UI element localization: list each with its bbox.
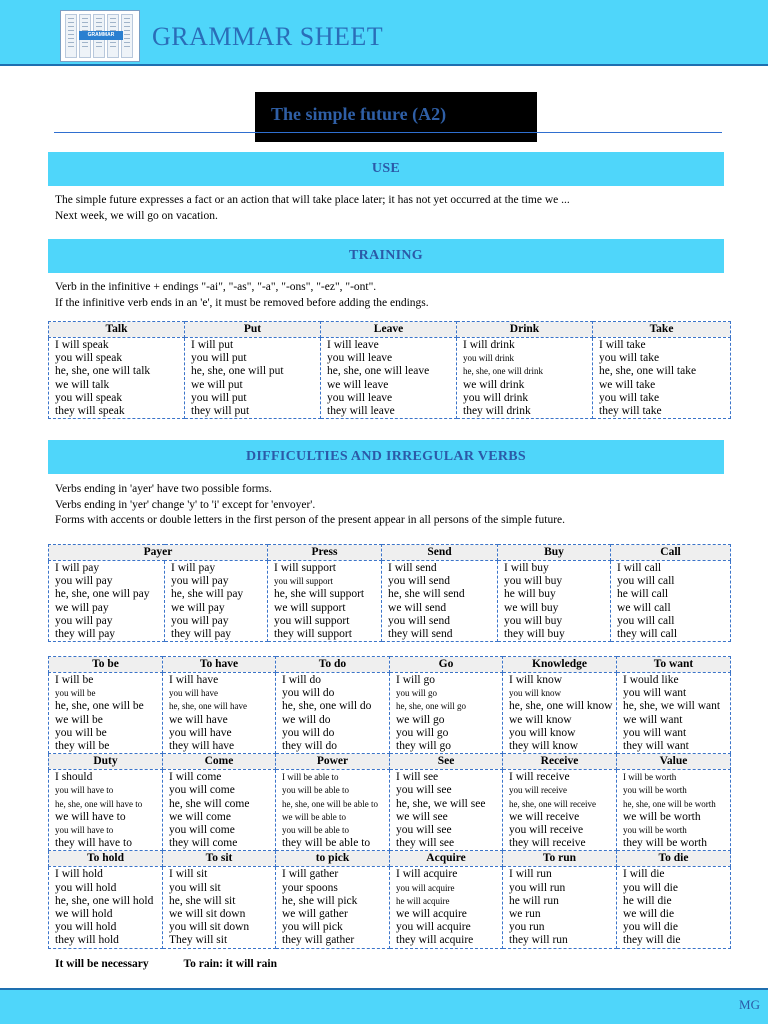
conjugation-form: I will pay (171, 562, 216, 574)
conjugation-form: we will come (169, 810, 231, 823)
conjugation-form: we will be able to (282, 811, 346, 822)
conjugation-cell (611, 561, 731, 642)
conjugation-form: they will see (396, 837, 455, 850)
conjugation-form: you will have to (55, 785, 114, 796)
column-header: To want (617, 657, 731, 673)
conjugation-form: you will have to (55, 825, 114, 836)
column-header: Talk (49, 322, 185, 338)
conjugation-form: you will sit (169, 881, 221, 894)
column-header: Value (617, 754, 731, 770)
conjugation-form: I will be (55, 674, 94, 686)
conjugation-form: he will die (623, 894, 672, 907)
conjugation-form: we will acquire (396, 908, 467, 921)
conjugation-form: you will drink (463, 353, 514, 364)
column-header: To do (276, 657, 390, 673)
table-header-row (49, 545, 731, 561)
conjugation-form: you will do (282, 726, 335, 739)
conjugation-form: you will acquire (396, 882, 455, 893)
table-header-row (49, 322, 731, 338)
conjugation-form: you will want (623, 726, 687, 739)
conjugation-form: we run (509, 908, 541, 921)
top-banner (0, 0, 768, 66)
conjugation-form: he, she, one will talk (55, 365, 151, 378)
conjugation-cell (503, 673, 617, 754)
conjugation-form: you will call (617, 614, 675, 627)
conjugation-form: you will want (623, 687, 687, 700)
conjugation-form: they will take (599, 405, 662, 418)
conjugation-form: they will pay (55, 628, 116, 641)
conjugation-form: we will support (274, 601, 346, 614)
conjugation-form: he will run (509, 894, 559, 907)
column-header: To sit (163, 851, 276, 867)
page-title: GRAMMAR SHEET (152, 22, 384, 51)
column-header: Go (390, 657, 503, 673)
conjugation-form: I will have (169, 674, 219, 686)
conjugation-form: I will be worth (623, 772, 677, 783)
regular-verbs-table (48, 321, 731, 419)
conjugation-form: you will come (169, 784, 235, 797)
conjugation-form: you will take (599, 352, 660, 365)
conjugation-form: they will put (191, 405, 250, 418)
column-header: Knowledge (503, 657, 617, 673)
conjugation-cell (321, 338, 457, 419)
conjugation-form: they will hold (55, 934, 119, 947)
conjugation-cell (390, 770, 503, 851)
conjugation-form: he, she will support (274, 588, 365, 601)
difficulty-rule-line: Verbs ending in 'yer' change 'y' to 'i' except for 'envoyer'. (55, 498, 316, 511)
conjugation-form: I would like (623, 674, 679, 686)
conjugation-form: you will be (55, 726, 107, 739)
conjugation-cell (503, 867, 617, 948)
conjugation-form: he, she will send (388, 588, 465, 601)
conjugation-form: he, she, one will pay (55, 588, 150, 601)
conjugation-form: you will do (282, 687, 335, 700)
conjugation-form: he, she, one will have to (55, 798, 143, 809)
difficulty-rule-line: Forms with accents or double letters in the first person of the present appear in all persons of the simple future. (55, 514, 566, 526)
conjugation-form: they will be worth (623, 837, 707, 850)
conjugation-form: we will do (282, 713, 331, 726)
section-header-training: TRAINING (48, 239, 724, 273)
conjugation-form: they will want (623, 740, 689, 753)
conjugation-form: I will go (396, 674, 435, 686)
conjugation-form: we will have to (55, 810, 126, 823)
conjugation-form: he will acquire (396, 895, 450, 906)
conjugation-cell (268, 561, 382, 642)
conjugation-form: you will send (388, 614, 450, 627)
extra-notes (55, 958, 277, 970)
conjugation-form: you will die (623, 921, 678, 934)
column-header: Drink (457, 322, 593, 338)
conjugation-form: you will drink (463, 391, 529, 404)
conjugation-form: you will put (191, 391, 247, 404)
conjugation-form: you will receive (509, 824, 584, 837)
column-header: See (390, 754, 503, 770)
conjugation-cell (276, 770, 390, 851)
conjugation-form: they will die (623, 934, 681, 947)
table-row (49, 338, 731, 419)
conjugation-form: we will drink (463, 378, 525, 391)
conjugation-form: you will put (191, 352, 247, 365)
conjugation-form: we will be (55, 713, 103, 726)
conjugation-form: I will leave (327, 339, 379, 351)
conjugation-form: he will call (617, 588, 669, 601)
conjugation-form: they will know (509, 740, 578, 753)
conjugation-cell (617, 867, 731, 948)
conjugation-form: I will be able to (282, 772, 339, 783)
conjugation-cell (49, 338, 185, 419)
conjugation-form: they will gather (282, 934, 355, 947)
conjugation-form: they will have to (55, 837, 132, 850)
conjugation-form: you will support (274, 614, 350, 627)
conjugation-form: you will have (169, 688, 218, 699)
conjugation-form: you will be (55, 688, 96, 699)
conjugation-form: we will receive (509, 810, 580, 823)
conjugation-form: you will buy (504, 575, 563, 588)
conjugation-form: he, she, one will hold (55, 894, 154, 907)
conjugation-cell (163, 673, 276, 754)
conjugation-form: you will be worth (623, 785, 687, 796)
note-item: To rain: it will rain (183, 958, 277, 970)
conjugation-form: we will have (169, 713, 228, 726)
conjugation-form: he, she, one will take (599, 365, 697, 378)
conjugation-form: I will support (274, 562, 336, 574)
conjugation-cell (49, 673, 163, 754)
conjugation-form: we will see (396, 810, 448, 823)
conjugation-cell (382, 561, 498, 642)
conjugation-form: he, she, one will be (55, 700, 144, 713)
conjugation-form: they will support (274, 628, 352, 641)
conjugation-cell (49, 867, 163, 948)
conjugation-form: you will hold (55, 921, 117, 934)
conjugation-cell (165, 561, 268, 642)
conjugation-form: they will run (509, 934, 568, 947)
conjugation-form: we will leave (327, 378, 389, 391)
conjugation-form: he, she, we will see (396, 797, 486, 810)
conjugation-form: I should (55, 771, 93, 784)
conjugation-form: we will be worth (623, 810, 701, 823)
conjugation-form: you will be able to (282, 785, 349, 796)
conjugation-form: he, she, one will know (509, 700, 613, 713)
conjugation-form: he, she, one will be worth (623, 798, 716, 809)
conjugation-cell (390, 867, 503, 948)
conjugation-form: you will pay (171, 575, 229, 588)
conjugation-form: he, she will pick (282, 894, 358, 907)
conjugation-form: you will buy (504, 614, 563, 627)
conjugation-form: I will receive (509, 771, 570, 784)
conjugation-form: we will pay (55, 601, 109, 614)
use-example-line: Next week, we will go on vacation. (55, 209, 218, 222)
logo-label: GRAMMAR (79, 31, 123, 40)
conjugation-form: you will be able to (282, 825, 349, 836)
conjugation-form: you will pick (282, 921, 343, 934)
conjugation-form: we will take (599, 378, 656, 391)
column-header: Press (268, 545, 382, 561)
training-explanation (55, 280, 723, 311)
conjugation-form: he, she, one will drink (463, 366, 543, 377)
conjugation-form: we will gather (282, 908, 348, 921)
conjugation-form: you will run (509, 881, 566, 894)
conjugation-cell (617, 673, 731, 754)
conjugation-form: you will go (396, 726, 449, 739)
conjugation-form: they will have (169, 740, 235, 753)
column-header: Take (593, 322, 731, 338)
conjugation-form: he, she, one will have (169, 701, 247, 712)
conjugation-cell (49, 770, 163, 851)
conjugation-form: you will acquire (396, 921, 471, 934)
conjugation-form: I will send (388, 562, 437, 574)
use-text-line: The simple future expresses a fact or an action that will take place later; it has not yet occurred at the time we ... (55, 194, 570, 206)
conjugation-form: he, she, one will go (396, 701, 466, 712)
conjugation-form: I will call (617, 562, 662, 574)
conjugation-form: your spoons (282, 881, 338, 894)
training-rule-line: If the infinitive verb ends in an 'e', it must be removed before adding the endings. (55, 296, 429, 309)
note-item: It will be necessary (55, 958, 149, 970)
conjugation-form: you will come (169, 824, 235, 837)
conjugation-form: he, she will pay (171, 588, 244, 601)
conjugation-form: they will come (169, 837, 238, 850)
conjugation-form: you will pay (55, 575, 113, 588)
conjugation-cell (503, 770, 617, 851)
conjugation-form: you will support (274, 576, 334, 587)
conjugation-cell (498, 561, 611, 642)
conjugation-form: you will know (509, 688, 562, 699)
table-row (49, 770, 731, 851)
conjugation-form: you will leave (327, 391, 393, 404)
conjugation-form: they will do (282, 740, 337, 753)
table-row (49, 867, 731, 948)
conjugation-form: you will know (509, 726, 576, 739)
conjugation-form: you will have (169, 726, 232, 739)
section-header-use: USE (48, 152, 724, 186)
title-divider (54, 132, 722, 133)
column-header: Acquire (390, 851, 503, 867)
conjugation-form: they will receive (509, 837, 586, 850)
conjugation-form: I will pay (55, 562, 100, 574)
conjugation-form: you run (509, 921, 545, 934)
column-header: Leave (321, 322, 457, 338)
irregular-verbs-table (48, 656, 731, 949)
conjugation-form: They will sit (169, 934, 228, 947)
conjugation-form: I will sit (169, 868, 208, 881)
conjugation-form: he, she, one will do (282, 700, 372, 713)
difficulties-explanation (55, 482, 723, 529)
column-header: Buy (498, 545, 611, 561)
conjugation-form: he, she, one will receive (509, 798, 596, 809)
difficulty-rule-line: Verbs ending in 'ayer' have two possible forms. (55, 483, 272, 495)
conjugation-form: we will die (623, 908, 675, 921)
conjugation-cell (276, 867, 390, 948)
table-header-row (49, 851, 731, 867)
conjugation-cell (593, 338, 731, 419)
conjugation-form: you will speak (55, 391, 123, 404)
conjugation-form: we will sit down (169, 908, 246, 921)
conjugation-form: you will be worth (623, 825, 687, 836)
column-header: To run (503, 851, 617, 867)
conjugation-form: we will know (509, 713, 572, 726)
conjugation-form: they will be (55, 740, 110, 753)
conjugation-form: they will go (396, 740, 451, 753)
conjugation-form: he, she, one will put (191, 365, 284, 378)
column-header: To have (163, 657, 276, 673)
conjugation-form: you will leave (327, 352, 393, 365)
column-header: Put (185, 322, 321, 338)
conjugation-form: they will be able to (282, 837, 371, 850)
conjugation-form: I will die (623, 868, 665, 881)
section-header-difficulties: DIFFICULTIES AND IRREGULAR VERBS (48, 440, 724, 474)
conjugation-cell (390, 673, 503, 754)
conjugation-cell (457, 338, 593, 419)
conjugation-cell (163, 770, 276, 851)
conjugation-form: I will see (396, 771, 439, 784)
conjugation-form: we will put (191, 378, 243, 391)
column-header: Send (382, 545, 498, 561)
conjugation-form: I will acquire (396, 868, 458, 881)
conjugation-form: he, she, one will be able to (282, 798, 378, 809)
conjugation-form: you will pay (171, 614, 229, 627)
conjugation-form: we will hold (55, 908, 113, 921)
column-header: to pick (276, 851, 390, 867)
conjugation-cell (276, 673, 390, 754)
conjugation-form: he, she will come (169, 797, 250, 810)
conjugation-form: I will gather (282, 868, 339, 881)
table-row (49, 673, 731, 754)
conjugation-cell (185, 338, 321, 419)
conjugation-form: we will talk (55, 378, 110, 391)
conjugation-form: they will drink (463, 405, 531, 418)
conjugation-form: you will die (623, 881, 678, 894)
column-header: Power (276, 754, 390, 770)
conjugation-form: I will buy (504, 562, 549, 574)
conjugation-form: you will sit down (169, 921, 250, 934)
conjugation-form: he, she will sit (169, 894, 236, 907)
special-verbs-table (48, 544, 731, 642)
conjugation-form: we will go (396, 713, 445, 726)
conjugation-form: you will speak (55, 352, 123, 365)
column-header: To be (49, 657, 163, 673)
column-header: To hold (49, 851, 163, 867)
lesson-title: The simple future (A2) (255, 92, 537, 142)
conjugation-form: I will hold (55, 868, 103, 881)
conjugation-form: we will buy (504, 601, 559, 614)
column-header: Payer (49, 545, 268, 561)
conjugation-form: you will receive (509, 785, 567, 796)
conjugation-form: I will come (169, 771, 222, 784)
column-header: Duty (49, 754, 163, 770)
training-rule-line: Verb in the infinitive + endings "-ai", "-as", "-a", "-ons", "-ez", "-ont". (55, 281, 377, 293)
column-header: Come (163, 754, 276, 770)
conjugation-form: I will do (282, 674, 321, 686)
column-header: Call (611, 545, 731, 561)
conjugation-form: we will call (617, 601, 671, 614)
author-initials: MG (739, 997, 760, 1012)
conjugation-cell (163, 867, 276, 948)
conjugation-form: you will see (396, 824, 452, 837)
conjugation-form: they will pay (171, 628, 232, 641)
conjugation-form: you will go (396, 688, 438, 699)
conjugation-form: you will send (388, 575, 450, 588)
conjugation-form: we will pay (171, 601, 225, 614)
conjugation-form: you will see (396, 784, 452, 797)
conjugation-form: we will send (388, 601, 447, 614)
conjugation-form: you will hold (55, 881, 117, 894)
column-header: Receive (503, 754, 617, 770)
table-header-row (49, 754, 731, 770)
use-explanation (55, 193, 723, 224)
conjugation-form: they will call (617, 628, 678, 641)
conjugation-form: you will call (617, 575, 675, 588)
footer-banner (0, 988, 768, 1024)
conjugation-form: I will take (599, 339, 646, 351)
conjugation-form: I will run (509, 868, 552, 881)
conjugation-form: I will drink (463, 339, 515, 351)
conjugation-form: you will take (599, 391, 660, 404)
grammar-sheet-logo (60, 10, 140, 62)
conjugation-form: they will acquire (396, 934, 474, 947)
conjugation-form: they will buy (504, 628, 565, 641)
conjugation-form: he will buy (504, 588, 556, 601)
conjugation-form: we will want (623, 713, 683, 726)
conjugation-form: they will send (388, 628, 453, 641)
conjugation-form: I will know (509, 674, 563, 686)
conjugation-form: I will speak (55, 339, 109, 351)
table-header-row (49, 657, 731, 673)
column-header: To die (617, 851, 731, 867)
table-row (49, 561, 731, 642)
conjugation-form: you will pay (55, 614, 113, 627)
conjugation-form: I will put (191, 339, 234, 351)
conjugation-form: they will leave (327, 405, 395, 418)
conjugation-cell (49, 561, 165, 642)
conjugation-form: he, she, we will want (623, 700, 721, 713)
conjugation-form: they will speak (55, 405, 125, 418)
conjugation-form: he, she, one will leave (327, 365, 430, 378)
conjugation-cell (617, 770, 731, 851)
